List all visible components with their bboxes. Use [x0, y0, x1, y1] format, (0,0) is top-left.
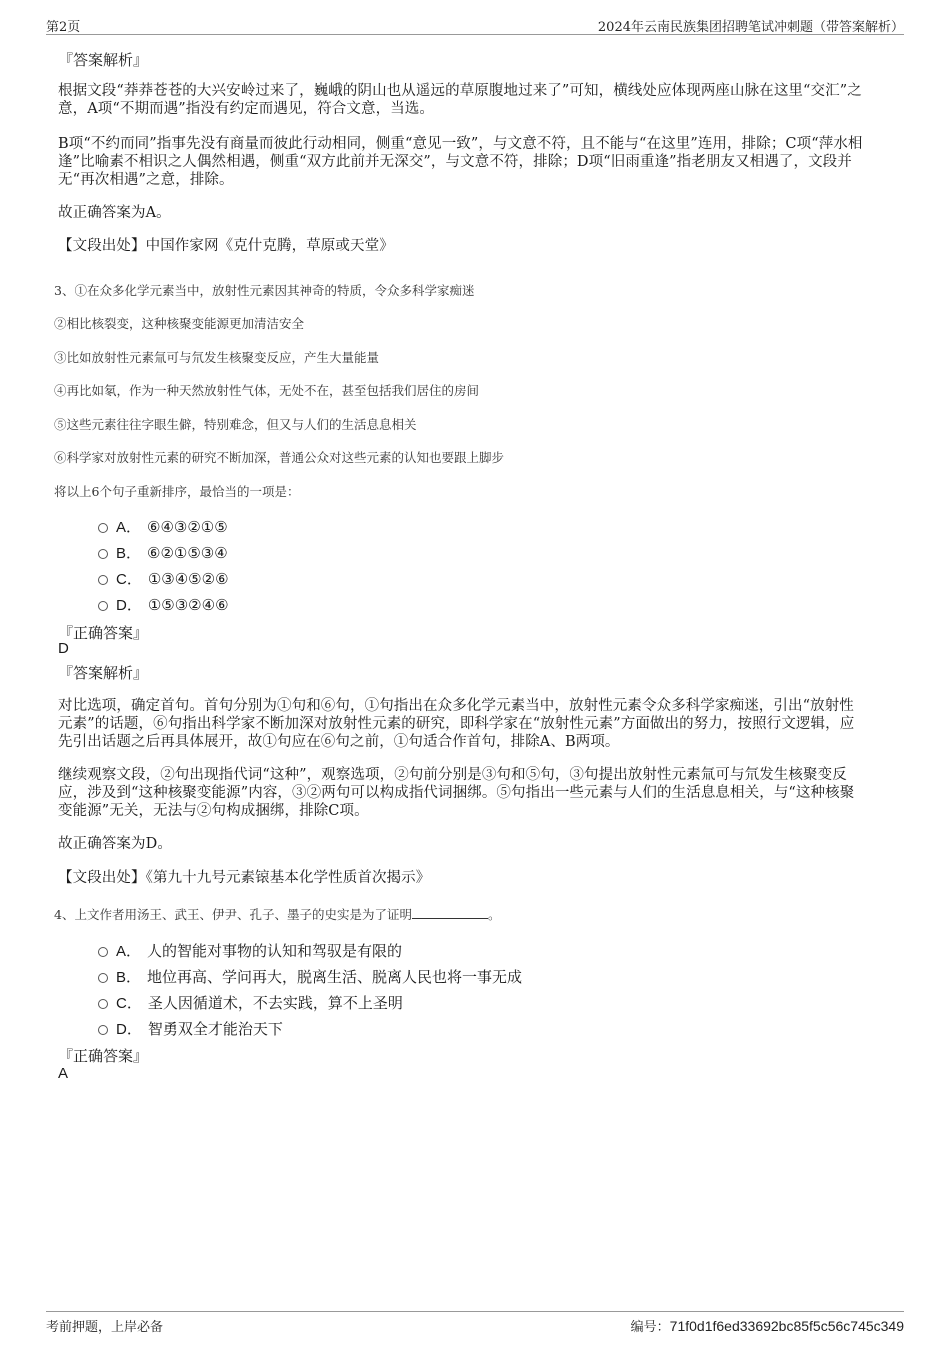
q3-option-d[interactable] [98, 594, 229, 615]
q2-source: 【文段出处】中国作家网《克什克腾，草原或天堂》 [58, 238, 394, 254]
option-text: ①③④⑤②⑥ [147, 570, 229, 588]
q3-analysis-p2-line1: 继续观察文段，②句出现指代词“这种”，观察选项，②句前分别是③句和⑤句，③句提出放射性元素氚可与氘发生核聚变反 [58, 767, 847, 783]
q2-analysis-p2-line3: 无“再次相遇”之意，排除。 [58, 172, 234, 188]
q4-correct-value: A [58, 1065, 69, 1082]
q2-analysis-p1-line2: 意，A项“不期而遇”指没有约定而遇见，符合文意，当选。 [58, 101, 434, 117]
q3-sentence-5: ⑤这些元素往往字眼生僻，特别难念，但又与人们的生活息息相关 [54, 417, 417, 432]
q3-sentence-3: ③比如放射性元素氚可与氘发生核聚变反应，产生大量能量 [54, 350, 380, 365]
q4-option-d[interactable] [98, 1018, 283, 1039]
q3-correct-label: 『正确答案』 [58, 624, 149, 642]
footer-slogan: 考前押题，上岸必备 [46, 1320, 164, 1335]
option-text: 人的智能对事物的认知和驾驭是有限的 [147, 942, 403, 960]
answer-blank [412, 908, 488, 919]
q3-option-c[interactable] [98, 568, 229, 589]
q3-sentence-2: ②相比核裂变，这种核聚变能源更加清洁安全 [54, 316, 305, 331]
document-title: 2024年云南民族集团招聘笔试冲刺题（带答案解析） [597, 20, 904, 35]
radio-icon[interactable] [98, 601, 108, 611]
q3-sentence-4: ④再比如氡，作为一种天然放射性气体，无处不在，甚至包括我们居住的房间 [54, 383, 480, 398]
option-letter: B． [116, 969, 142, 986]
q4-option-c[interactable] [98, 992, 403, 1013]
page-number: 第2页 [46, 20, 81, 35]
q3-analysis-p2-line2: 应，涉及到“这种核聚变能源”内容，③②两句可以构成指代词捆绑。⑤句指出一些元素与人们的生活息息相关，与“这种核聚 [58, 785, 855, 801]
q4-option-a[interactable] [98, 940, 402, 961]
document-code [631, 1316, 904, 1335]
radio-icon[interactable] [98, 947, 108, 957]
radio-icon[interactable] [98, 523, 108, 533]
q3-analysis-label: 『答案解析』 [58, 664, 149, 682]
radio-icon[interactable] [98, 549, 108, 559]
q3-option-a[interactable] [98, 516, 228, 537]
option-letter: D． [116, 1021, 142, 1038]
code-value: 71f0d1f6ed33692bc85f5c56c745c349 [669, 1318, 904, 1334]
q3-sentence-6: ⑥科学家对放射性元素的研究不断加深，普通公众对这些元素的认知也要跟上脚步 [54, 450, 505, 465]
q3-analysis-p1-line3: 先引出话题之后再具体展开，故①句应在⑥句之前，①句适合作首句，排除A、B两项。 [58, 734, 620, 750]
option-letter: D． [116, 597, 142, 614]
q3-analysis-p2-line3: 变能源”无关，无法与②句构成捆绑，排除C项。 [58, 803, 369, 819]
q4-stem-end: 。 [487, 907, 501, 922]
q4-stem [54, 905, 890, 923]
q4-stem-text: 4、上文作者用汤王、武王、伊尹、孔子、墨子的史实是为了证明 [54, 907, 412, 922]
radio-icon[interactable] [98, 575, 108, 585]
q2-analysis-p2-line2: 逢”比喻素不相识之人偶然相遇，侧重“双方此前并无深交”，与文意不符，排除；D项“旧雨重逢”指老朋友又相遇了，文段并 [58, 154, 852, 170]
q4-correct-label: 『正确答案』 [58, 1047, 149, 1065]
option-text: 智勇双全才能治天下 [147, 1020, 283, 1038]
q3-analysis-p1-line1: 对比选项，确定首句。首句分别为①句和⑥句，①句指出在众多化学元素当中，放射性元素令众多科学家痴迷，引出“放射性 [58, 698, 854, 714]
q3-conclusion: 故正确答案为D。 [58, 836, 172, 852]
radio-icon[interactable] [98, 999, 108, 1009]
page-header [46, 14, 904, 35]
option-letter: C． [116, 571, 142, 588]
q2-analysis-p2-line1: B项“不约而同”指事先没有商量而彼此行动相同，侧重“意见一致”，与文意不符，且不能与“在这里”连用，排除；C项“萍水相 [58, 136, 863, 152]
q2-analysis-label: 『答案解析』 [58, 51, 149, 69]
q3-correct-value: D [58, 640, 69, 657]
q3-sentence-1: 3、①在众多化学元素当中，放射性元素因其神奇的特质，令众多科学家痴迷 [54, 283, 475, 298]
option-letter: A． [116, 519, 142, 536]
q3-option-b[interactable] [98, 542, 228, 563]
q3-prompt: 将以上6个句子重新排序，最恰当的一项是： [54, 484, 300, 499]
q2-analysis-p1-line1: 根据文段“莽莽苍苍的大兴安岭过来了，巍峨的阴山也从遥远的草原腹地过来了”可知，横线处应体现两座山脉在这里“交汇”之 [58, 83, 862, 99]
q2-conclusion: 故正确答案为A。 [58, 205, 171, 221]
option-text: 圣人因循道术，不去实践，算不上圣明 [147, 994, 403, 1012]
code-label: 编号： [630, 1320, 670, 1335]
option-letter: B． [116, 545, 142, 562]
option-letter: C． [116, 995, 142, 1012]
radio-icon[interactable] [98, 973, 108, 983]
radio-icon[interactable] [98, 1025, 108, 1035]
option-text: ⑥④③②①⑤ [147, 518, 228, 536]
option-text: ⑥②①⑤③④ [147, 544, 228, 562]
q3-source: 【文段出处】《第九十九号元素锿基本化学性质首次揭示》 [58, 870, 431, 886]
q4-option-b[interactable] [98, 966, 522, 987]
option-text: ①⑤③②④⑥ [147, 596, 229, 614]
q3-analysis-p1-line2: 元素”的话题，⑥句指出科学家不断加深对放射性元素的研究，即科学家在“放射性元素”方面做出的努力，按照行文逻辑，应 [58, 716, 855, 732]
option-letter: A． [116, 943, 142, 960]
option-text: 地位再高、学问再大，脱离生活、脱离人民也将一事无成 [147, 968, 523, 986]
page-footer [46, 1311, 904, 1336]
